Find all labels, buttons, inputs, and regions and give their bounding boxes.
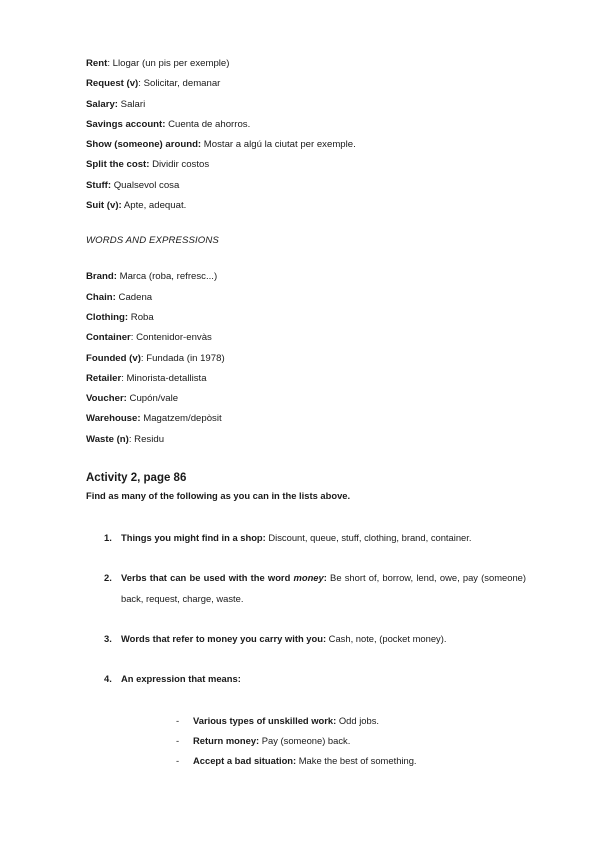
task-prompt-emphasis: money: [293, 572, 324, 584]
task-item: [86, 628, 526, 649]
glossary-term: Voucher:: [86, 393, 127, 405]
sub-item-prompt: Accept a bad situation:: [193, 755, 297, 767]
glossary-entry: [86, 389, 526, 409]
glossary-definition: Marca (roba, refresc...): [119, 271, 218, 283]
task-number: 2.: [104, 572, 112, 584]
glossary-separator: :: [130, 332, 137, 344]
glossary-entry: [86, 115, 526, 135]
task-number: 4.: [104, 673, 112, 685]
glossary-term: Chain:: [86, 291, 116, 303]
glossary-entry: [86, 308, 526, 328]
glossary-entry: [86, 430, 526, 450]
glossary-entry: [86, 267, 526, 287]
glossary-separator: :: [107, 58, 113, 69]
glossary-term: Show (someone) around:: [86, 139, 202, 151]
glossary-entry: [86, 54, 526, 74]
section-title: WORDS AND EXPRESSIONS: [86, 235, 219, 247]
sub-item-answer: Make the best of something.: [296, 755, 417, 767]
glossary-definition: Salari: [120, 98, 146, 110]
activity-instruction: Find as many of the following as you can in the lists above.: [86, 490, 351, 502]
dash-bullet: -: [176, 735, 180, 747]
glossary-entry: [86, 369, 526, 389]
sub-item-prompt: Return money:: [193, 735, 260, 747]
glossary-definition: Cadena: [118, 291, 153, 303]
glossary-term: Brand:: [86, 271, 117, 283]
glossary-definition: Solicitar, demanar: [143, 78, 221, 90]
glossary-separator: :: [140, 352, 147, 364]
document-page: [86, 54, 526, 790]
task-prompt: Things you might find in a shop:: [121, 532, 266, 544]
task-prompt: [121, 572, 327, 583]
task-list: [86, 527, 526, 771]
glossary-entry: [86, 196, 526, 216]
glossary-entry: [86, 328, 526, 348]
glossary-definition: Roba: [130, 311, 154, 323]
glossary-list-1: [86, 54, 526, 216]
dash-bullet: -: [176, 755, 180, 767]
glossary-definition: Residu: [134, 433, 165, 445]
glossary-entry: [86, 74, 526, 94]
task-item: [86, 668, 526, 771]
glossary-definition: Minorista-detallista: [126, 372, 207, 384]
glossary-definition: Fundada (in 1978): [146, 352, 225, 364]
sub-item: [121, 711, 526, 731]
glossary-separator: :: [138, 78, 144, 90]
glossary-separator: :: [121, 372, 127, 384]
glossary-entry: [86, 95, 526, 115]
glossary-term: Salary:: [86, 98, 118, 110]
task-number: 1.: [104, 532, 112, 544]
glossary-definition: Cuenta de ahorros.: [168, 118, 251, 130]
glossary-term: Split the cost:: [86, 159, 150, 171]
glossary-term: Container: [86, 332, 131, 344]
glossary-term: Warehouse:: [86, 413, 141, 425]
glossary-list-2: [86, 267, 526, 450]
activity-title: Activity 2, page 86: [86, 472, 187, 485]
sub-item-answer: Pay (someone) back.: [259, 735, 351, 747]
glossary-separator: :: [128, 433, 135, 445]
glossary-term: Retailer: [86, 372, 122, 384]
sub-item: [121, 751, 526, 771]
task-prompt: An expression that means:: [121, 673, 241, 685]
glossary-entry: [86, 288, 526, 308]
glossary-term: Stuff:: [86, 179, 112, 191]
glossary-definition: Dividir costos: [152, 159, 210, 171]
glossary-definition: Contenidor-envàs: [136, 332, 212, 344]
task-answer: Cash, note, (pocket money).: [326, 633, 447, 645]
task-answer: Discount, queue, stuff, clothing, brand, container.: [265, 532, 472, 544]
task-answer: Be short of, borrow, lend, owe, pay (someone) back, request, charge, waste.: [121, 572, 526, 605]
glossary-entry: [86, 349, 526, 369]
sub-item: [121, 731, 526, 751]
glossary-term: Waste (n): [86, 433, 129, 445]
glossary-term: Clothing:: [86, 311, 129, 323]
glossary-definition: Magatzem/depòsit: [143, 413, 222, 425]
sub-item-list: [121, 711, 526, 771]
glossary-term: Suit (v):: [86, 200, 122, 212]
glossary-entry: [86, 176, 526, 196]
glossary-definition: Apte, adequat.: [123, 200, 187, 212]
glossary-definition: Cupón/vale: [129, 393, 179, 405]
task-prompt-text: Verbs that can be used with the word: [121, 572, 294, 584]
task-item: [86, 527, 526, 548]
glossary-entry: [86, 135, 526, 155]
glossary-definition: Qualsevol cosa: [113, 179, 180, 191]
task-prompt: Words that refer to money you carry with you:: [121, 633, 327, 645]
task-prompt-colon: :: [323, 572, 327, 584]
sub-item-prompt: Various types of unskilled work:: [193, 715, 337, 727]
dash-bullet: -: [176, 715, 180, 727]
glossary-term: Request (v): [86, 78, 139, 90]
glossary-term: Savings account:: [86, 118, 166, 130]
glossary-definition: Llogar (un pis per exemple): [112, 58, 230, 69]
glossary-term: Founded (v): [86, 352, 141, 364]
task-item: [86, 567, 526, 609]
glossary-entry: [86, 155, 526, 175]
sub-item-answer: Odd jobs.: [336, 715, 379, 727]
glossary-term: Rent: [86, 58, 108, 69]
glossary-definition: Mostar a algú la ciutat per exemple.: [203, 139, 356, 151]
glossary-entry: [86, 409, 526, 429]
task-number: 3.: [104, 633, 112, 645]
